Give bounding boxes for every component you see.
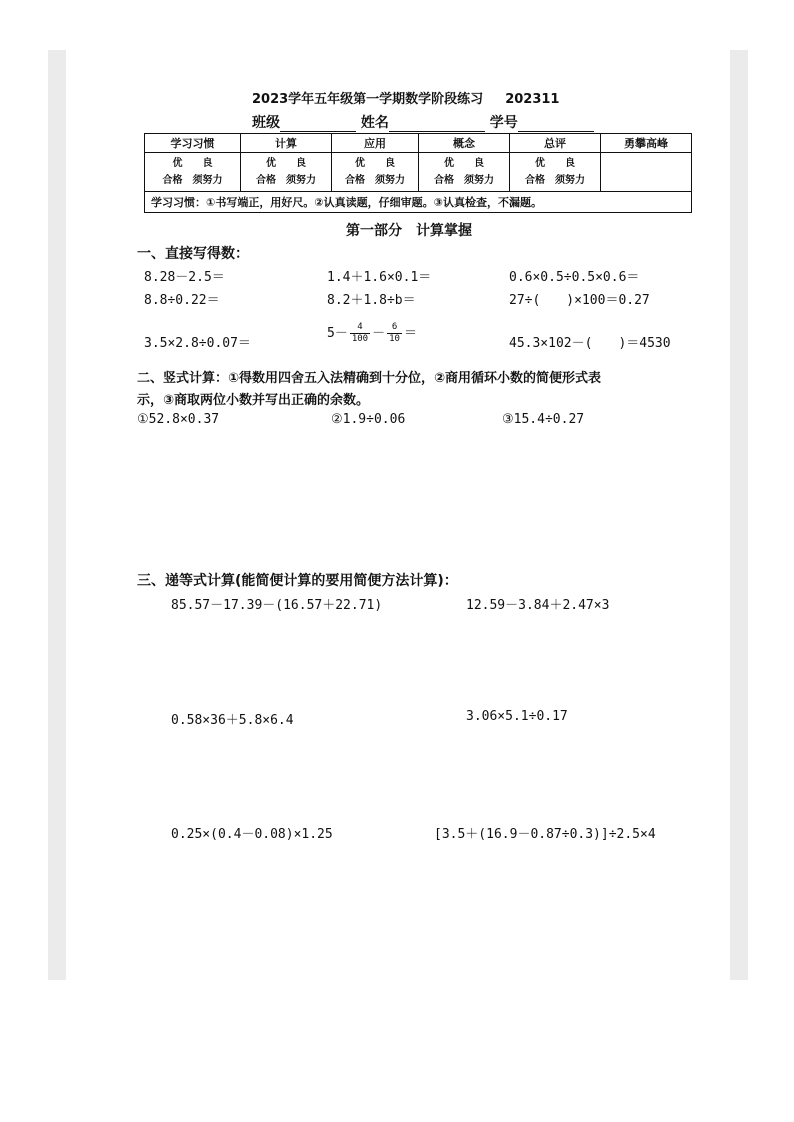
s2-problem-1: ①52.8×0.37: [137, 412, 220, 427]
section2-title-line1: 二、竖式计算：①得数用四舍五入法精确到十分位，②商用循环小数的简便形式表: [137, 371, 602, 386]
col-calculation: 计算: [241, 134, 332, 153]
s1-problem-4: 8.8÷0.22＝: [144, 293, 220, 308]
s2-problem-3: ③15.4÷0.27: [502, 412, 585, 427]
opt-pass[interactable]: 合格: [434, 175, 454, 186]
s2-problem-2: ②1.9÷0.06: [331, 412, 406, 427]
section3-title: 三、递等式计算(能简便计算的要用简便方法计算)：: [137, 573, 458, 589]
class-field[interactable]: [280, 117, 356, 132]
s1-problem-7: 3.5×2.8÷0.07＝: [144, 336, 251, 351]
s1-problem-2: 1.4＋1.6×0.1＝: [327, 270, 432, 285]
name-field[interactable]: [389, 117, 485, 132]
opt-good[interactable]: 良: [202, 158, 213, 169]
opt-pass[interactable]: 合格: [256, 175, 276, 186]
student-info-line: [252, 112, 594, 132]
opt-good[interactable]: 良: [385, 158, 395, 169]
overall-options: [510, 153, 601, 192]
p8-mid: －: [372, 326, 386, 341]
grade-table-note-row: [145, 192, 692, 213]
class-label: 班级: [252, 115, 280, 131]
col-concept: 概念: [419, 134, 510, 153]
s3-problem-1: 85.57－17.39－(16.57＋22.71): [171, 598, 383, 613]
s1-problem-9: 45.3×102－( )＝4530: [509, 336, 671, 351]
part-title: 第一部分 计算掌握: [346, 223, 472, 239]
s1-problem-8: [327, 322, 417, 345]
col-habits: 学习习惯: [145, 134, 241, 153]
opt-good[interactable]: 良: [565, 158, 575, 169]
opt-excellent[interactable]: 优: [535, 158, 545, 169]
challenge-cell[interactable]: [601, 153, 692, 192]
s3-problem-3: 0.58×36＋5.8×6.4: [171, 713, 294, 728]
grade-table-options-row: [145, 153, 692, 192]
grade-table: [144, 133, 692, 213]
section2-title: [137, 368, 601, 412]
calculation-options: [241, 153, 332, 192]
exam-code: 202311: [505, 92, 560, 107]
fraction-4-100: $\frac{4}{100}$: [351, 322, 369, 344]
opt-improve[interactable]: 须努力: [375, 175, 405, 186]
page-title: [252, 88, 559, 107]
opt-excellent[interactable]: 优: [444, 158, 454, 169]
opt-pass[interactable]: 合格: [162, 175, 183, 186]
section2-title-line2: 示，③商取两位小数并写出正确的余数。: [137, 393, 370, 408]
p8-prefix: 5－: [327, 326, 348, 341]
grade-table-header-row: [145, 134, 692, 153]
s1-problem-1: 8.28－2.5＝: [144, 270, 225, 285]
s3-problem-6: [3.5＋(16.9－0.87÷0.3)]÷2.5×4: [434, 827, 656, 842]
name-label: 姓名: [360, 115, 389, 131]
student-no-field[interactable]: [518, 117, 594, 132]
s3-problem-4: 3.06×5.1÷0.17: [466, 709, 568, 724]
opt-improve[interactable]: 须努力: [464, 175, 494, 186]
opt-good[interactable]: 良: [474, 158, 484, 169]
opt-improve[interactable]: 须努力: [286, 175, 316, 186]
s3-problem-5: 0.25×(0.4－0.08)×1.25: [171, 827, 333, 842]
opt-improve[interactable]: 须努力: [555, 175, 585, 186]
opt-pass[interactable]: 合格: [525, 175, 545, 186]
s3-problem-2: 12.59－3.84＋2.47×3: [466, 598, 610, 613]
opt-good[interactable]: 良: [296, 158, 306, 169]
p8-suffix: ＝: [403, 326, 417, 341]
col-overall: 总评: [510, 134, 601, 153]
concept-options: [419, 153, 510, 192]
student-no-label: 学号: [489, 115, 518, 131]
habits-options: [145, 153, 241, 192]
s1-problem-5: 8.2＋1.8÷b＝: [327, 293, 416, 308]
section1-title: 一、直接写得数：: [137, 246, 249, 262]
opt-improve[interactable]: 须努力: [192, 175, 223, 186]
opt-pass[interactable]: 合格: [345, 175, 365, 186]
col-application: 应用: [332, 134, 419, 153]
s1-problem-6: 27÷( )×100＝0.27: [509, 293, 650, 308]
opt-excellent[interactable]: 优: [266, 158, 276, 169]
opt-excellent[interactable]: 优: [172, 158, 183, 169]
title-text: 2023学年五年级第一学期数学阶段练习: [252, 92, 484, 107]
habits-note: 学习习惯：①书写端正，用好尺。②认真读题，仔细审题。③认真检查，不漏题。: [145, 192, 692, 213]
col-challenge: 勇攀高峰: [601, 134, 692, 153]
opt-excellent[interactable]: 优: [355, 158, 365, 169]
application-options: [332, 153, 419, 192]
fraction-6-10: $\frac{6}{10}$: [389, 322, 400, 344]
s1-problem-3: 0.6×0.5÷0.5×0.6＝: [509, 270, 640, 285]
